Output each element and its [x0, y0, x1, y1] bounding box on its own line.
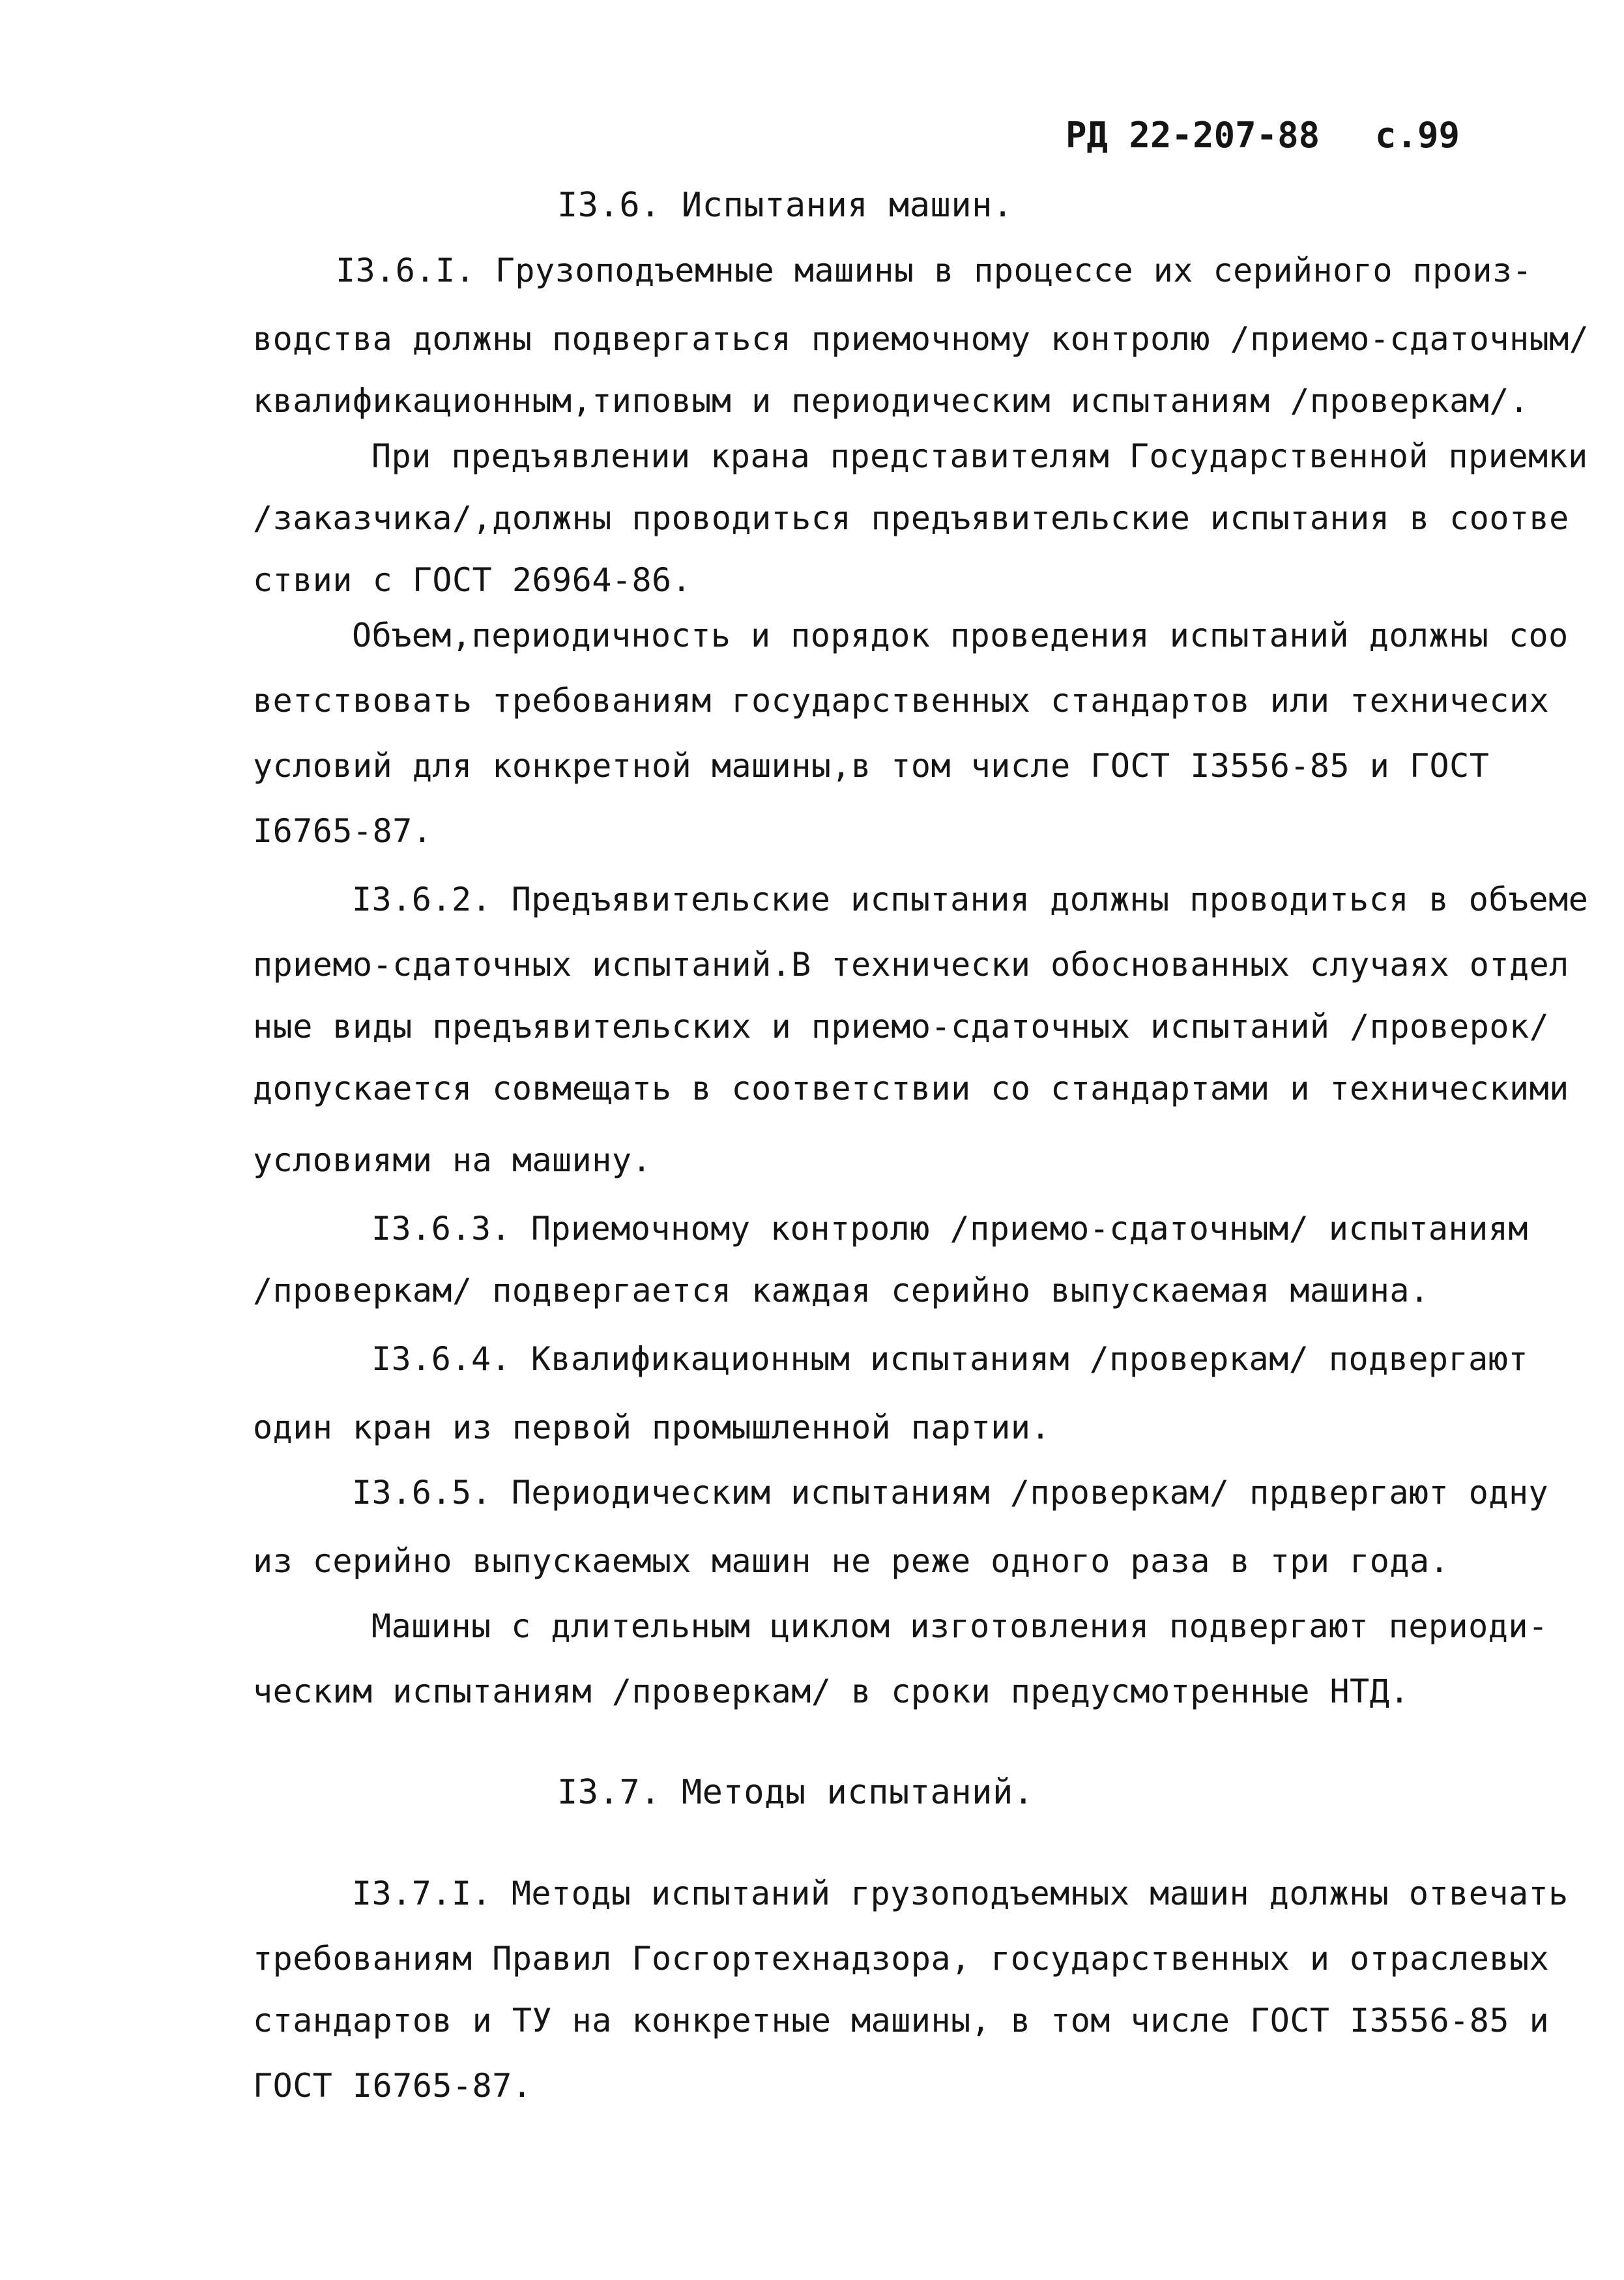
paragraph-line: условиями на машину.: [253, 1141, 652, 1179]
paragraph-line: один кран из первой промышленной партии.: [253, 1409, 1051, 1446]
paragraph-line: I3.6.3. Приемочному контролю /приемо-сдаточным/ испытаниям: [371, 1210, 1528, 1248]
paragraph-line: допускается совмещать в соответствии со стандартами и техническими: [253, 1070, 1569, 1107]
paragraph-line: Машины с длительным циклом изготовления подвергают периоди-: [371, 1607, 1548, 1645]
paragraph-line: ГОСТ I6765-87.: [253, 2067, 532, 2105]
paragraph-line: требованиям Правил Госгортехнадзора, государственных и отраслевых: [253, 1940, 1550, 1978]
paragraph-line: I3.6.I. Грузоподъемные машины в процессе их серийного произ-: [336, 252, 1533, 289]
paragraph-line: /проверкам/ подвергается каждая серийно выпускаемая машина.: [253, 1272, 1430, 1309]
paragraph-line: Объем,периодичность и порядок проведения испытаний должны соо: [352, 617, 1569, 654]
paragraph-line: водства должны подвергаться приемочному контролю /приемо-сдаточным/: [253, 320, 1589, 358]
paragraph-line: квалификационным,типовым и периодическим испытаниям /проверкам/.: [253, 382, 1530, 420]
section-title-13-7: I3.7. Методы испытаний.: [557, 1773, 1034, 1812]
paragraph-line: I3.6.4. Квалификационным испытаниям /проверкам/ подвергают: [371, 1340, 1528, 1378]
paragraph-line: ветствовать требованиям государственных стандартов или техничесих: [253, 682, 1550, 720]
paragraph-line: стандартов и ТУ на конкретные машины, в том числе ГОСТ I3556-85 и: [253, 2002, 1550, 2039]
paragraph-line: I3.6.5. Периодическим испытаниям /проверкам/ прдвергают одну: [352, 1474, 1549, 1512]
paragraph-line: I3.7.I. Методы испытаний грузоподъемных машин должны отвечать: [352, 1875, 1569, 1912]
paragraph-line: I6765-87.: [253, 812, 433, 850]
paragraph-line: ческим испытаниям /проверкам/ в сроки предусмотренные НТД.: [253, 1673, 1410, 1710]
paragraph-line: из серийно выпускаемых машин не реже одного раза в три года.: [253, 1542, 1450, 1580]
paragraph-line: При предъявлении крана представителям Государственной приемки: [371, 437, 1588, 475]
document-code: РД 22-207-88: [1066, 115, 1320, 156]
paragraph-line: ствии с ГОСТ 26964-86.: [253, 561, 692, 599]
paragraph-line: приемо-сдаточных испытаний.В технически обоснованных случаях отдел: [253, 946, 1569, 984]
paragraph-line: I3.6.2. Предъявительские испытания должны проводиться в объеме: [352, 881, 1589, 918]
page-number: с.99: [1375, 115, 1460, 156]
paragraph-line: ные виды предъявительских и приемо-сдаточных испытаний /проверок/: [253, 1008, 1550, 1045]
paragraph-line: /заказчика/,должны проводиться предъявительские испытания в соотве: [253, 499, 1569, 537]
paragraph-line: условий для конкретной машины,в том числе ГОСТ I3556-85 и ГОСТ: [253, 747, 1490, 785]
section-title-13-6: I3.6. Испытания машин.: [557, 186, 1013, 225]
